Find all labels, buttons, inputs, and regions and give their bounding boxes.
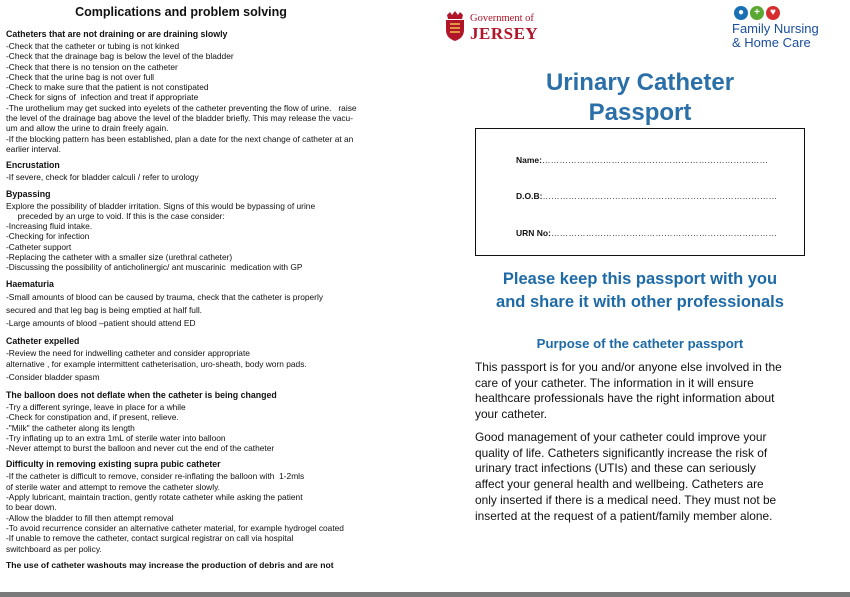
section-catheter-expelled [6,336,416,384]
purpose-heading: Purpose of the catheter passport [536,336,744,351]
section-line: earlier interval. [6,143,61,154]
purpose-paragraph-2 [475,430,805,524]
section-line: um and allow the urine to drain freely again. [6,123,169,134]
fnhc-icon-group [734,6,794,20]
paragraph-line: affect your general health and wellbeing. Catheters are [475,477,764,492]
paragraph-line: healthcare professionals have the right information about [475,391,775,406]
section-line: -Large amounts of blood –patient should attend ED [6,317,196,328]
section-line: -Apply lubricant, maintain traction, gently rotate catheter while asking the patient [6,492,303,503]
section-line: -Discussing the possibility of anticholinergic/ ant muscarinic medication with GP [6,262,303,273]
section-line: -Check that there is no tension on the catheter [6,61,178,72]
section-bypassing [6,189,416,273]
section-line: -Allow the bladder to fill then attempt removal [6,512,174,523]
section-line: the level of the drainage bag above the level of the bladder briefly. This may release the vacu- [6,113,353,124]
section-line: -Never attempt to burst the balloon and never cut the end of the catheter [6,443,275,454]
dob-label: D.O.B: [516,191,543,201]
name-dots: …………………………………………………………………… [541,155,769,165]
complications-panel [6,4,416,589]
purpose-paragraph-1 [475,360,805,423]
section-line: -Check to make sure that the patient is not constipated [6,82,209,93]
plus-icon: + [750,6,764,20]
section-line: -If the catheter is difficult to remove, consider re-inflating the balloon with 1-2mls [6,471,305,482]
urn-dots: …………………………………………………………………… [550,228,778,238]
section-line: of sterile water and attempt to remove the catheter slowly. [6,481,220,492]
government-of-jersey-logo [444,10,544,44]
keep-line1: Please keep this passport with you [502,270,778,288]
section-line: switchboard as per policy. [6,543,102,554]
section-line: -Checking for infection [6,231,90,242]
section-line: Explore the possibility of bladder irritation. Signs of this would be bypassing of urine [6,200,316,211]
section-line: -Try inflating up to an extra 1mL of sterile water into balloon [6,432,226,443]
gov-logo-line2: JERSEY [470,24,539,43]
section-line: -Catheter support [6,241,72,252]
section-supra-pubic-removal [6,459,416,553]
passport-title-line2: Passport [588,99,692,126]
paragraph-line: inserted at the request of a patient/family member alone. [475,508,773,523]
paragraph-line: Good management of your catheter could improve your [475,430,767,444]
bottom-edge-bar [0,592,850,597]
section-line: -Try a different syringe, leave in place for a while [6,401,186,412]
section-line: -Check for signs of infection and treat if appropriate [6,92,199,103]
section-line: to bear down. [6,502,57,513]
section-heading: The balloon does not deflate when the catheter is being changed [6,389,277,400]
section-heading: Bypassing [6,188,51,199]
section-line: secured and that leg bag is being emptied at half full. [6,304,203,315]
keep-line2: and share it with other professionals [496,293,784,311]
complications-title: Complications and problem solving [75,5,287,19]
section-line: preceded by an urge to void. If this is the case consider: [6,210,225,221]
paragraph-line: quality of life. Catheters significantly increase the risk of [475,445,768,460]
section-line: -To avoid recurrence consider an alternative catheter material, for example hydrogel coated [6,522,344,533]
washout-note: The use of catheter washouts may increase the production of debris and are not [6,559,334,570]
dob-dots: ……………………………………………………………………… [542,191,778,201]
fnhc-logo-line1: Family Nursing [732,21,819,36]
keep-passport-message [450,268,830,314]
section-line: -Replacing the catheter with a smaller size (urethral catheter) [6,252,233,263]
section-line: -Small amounts of blood can be caused by trauma, check that the catheter is properly [6,291,324,302]
urn-label: URN No: [516,228,551,238]
dob-field[interactable] [516,191,777,201]
paragraph-line: This passport is for you and/or anyone else involved in the [475,360,782,374]
section-line: -Check that the drainage bag is below the level of the bladder [6,51,234,62]
section-encrustation [6,160,416,182]
jersey-crest-icon [444,10,466,42]
section-line: -Check for constipation and, if present, relieve. [6,412,179,423]
name-label: Name: [516,155,542,165]
section-line: alternative , for example intermittent catheterisation, uro-sheath, body worn pads. [6,358,307,369]
passport-title [490,68,790,128]
paragraph-line: urinary tract infections (UTIs) and these can seriously [475,461,756,476]
gov-logo-line1: Government of [470,13,534,24]
heart-icon: ♥ [766,6,780,20]
section-line: -Consider bladder spasm [6,371,100,382]
family-icon: ● [734,6,748,20]
section-line: -Review the need for indwelling catheter and consider appropriate [6,347,250,358]
section-not-draining [6,29,416,154]
family-nursing-home-care-logo [730,6,845,54]
urn-field[interactable] [516,228,777,238]
section-line: -Increasing fluid intake. [6,221,93,232]
section-line: -Check that the catheter or tubing is not kinked [6,41,180,51]
section-heading: Encrustation [6,160,60,171]
section-heading: Haematuria [6,278,54,289]
paragraph-line: only inserted if there is a medical need. They must not be [475,492,777,507]
section-line: -If the blocking pattern has been established, plan a date for the next change of catheter at an [6,133,354,144]
passport-title-line1: Urinary Catheter [545,69,735,96]
fnhc-logo-line2: & Home Care [732,35,811,50]
paragraph-line: care of your catheter. The information in it will ensure [475,375,754,390]
paragraph-line: your catheter. [475,407,548,422]
section-heading: Catheters that are not draining or are draining slowly [6,29,228,39]
section-line: -If severe, check for bladder calculi / refer to urology [6,172,199,183]
section-line: -If unable to remove the catheter, contact surgical registrar on call via hospital [6,533,294,544]
section-balloon-not-deflating [6,390,416,453]
section-line: -"Milk" the catheter along its length [6,422,135,433]
section-heading: Difficulty in removing existing supra pubic catheter [6,459,221,470]
passport-cover [430,0,850,597]
section-line: -Check that the urine bag is not over full [6,71,155,82]
patient-details-box [475,128,805,256]
section-line: -The urothelium may get sucked into eyelets of the catheter preventing the flow of urine. raise [6,102,357,113]
name-field[interactable] [516,155,768,165]
section-haematuria [6,279,416,330]
section-heading: Catheter expelled [6,335,80,346]
